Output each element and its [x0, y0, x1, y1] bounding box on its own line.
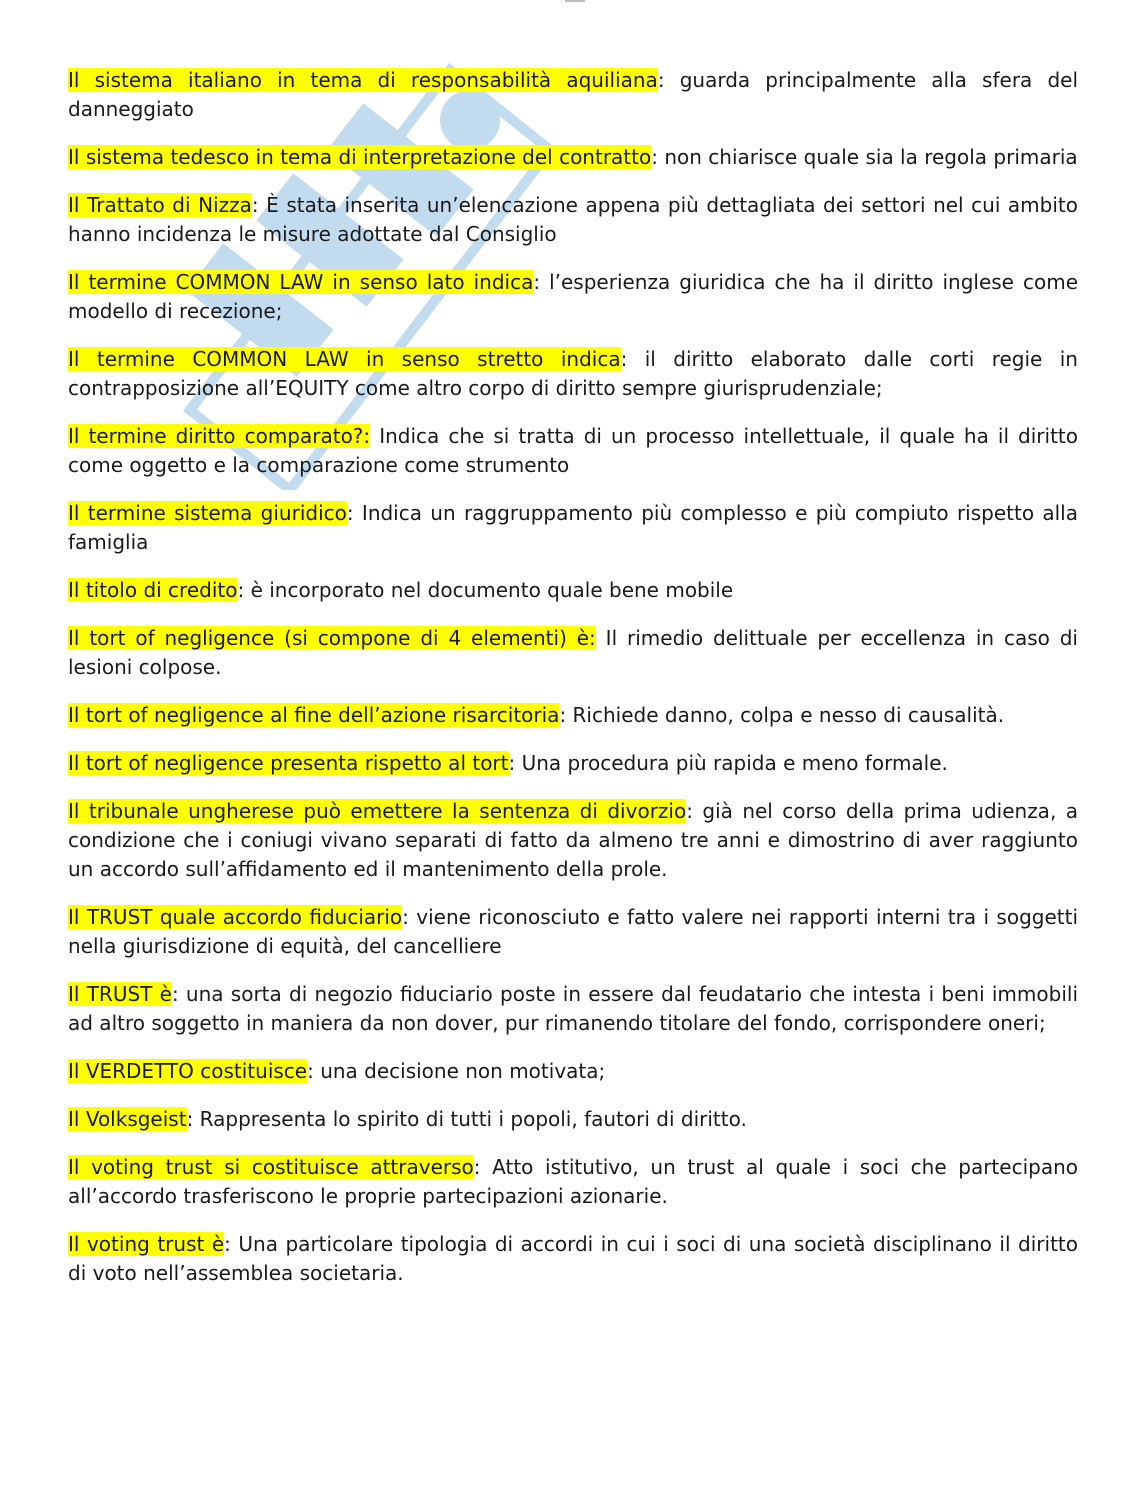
glossary-entry: [68, 980, 1078, 1038]
highlighted-term: Il termine COMMON LAW in senso lato indica: [68, 270, 534, 294]
glossary-entry: [68, 1057, 1078, 1086]
glossary-entry: [68, 1153, 1078, 1211]
glossary-entry: [68, 624, 1078, 682]
highlighted-term: Il sistema italiano in tema di responsabilità aquiliana: [68, 68, 658, 92]
highlighted-term: Il termine COMMON LAW in senso stretto indica: [68, 347, 621, 371]
term-definition: Indica che si tratta di un processo intellettuale, il quale ha il diritto come oggetto e la comparazione come strumento: [68, 424, 1078, 477]
term-definition: : non chiarisce quale sia la regola primaria: [651, 145, 1078, 169]
glossary-entry: [68, 1230, 1078, 1288]
highlighted-term: Il tort of negligence presenta rispetto al tort: [68, 751, 509, 775]
term-definition: : Una procedura più rapida e meno formale.: [508, 751, 948, 775]
term-definition: : Una particolare tipologia di accordi in cui i soci di una società disciplinano il diritto di voto nell’assemblea societaria.: [68, 1232, 1078, 1285]
highlighted-term: Il Trattato di Nizza: [68, 193, 252, 217]
term-definition: : viene riconosciuto e fatto valere nei rapporti interni tra i soggetti nella giurisdizione di equità, del cancelliere: [68, 905, 1079, 958]
highlighted-term: Il voting trust si costituisce attraverso: [68, 1155, 474, 1179]
highlighted-term: Il voting trust è: [68, 1232, 225, 1256]
glossary-entry: [68, 66, 1078, 124]
document-body: [68, 66, 1078, 1307]
highlighted-term: Il tribunale ungherese può emettere la sentenza di divorzio: [68, 799, 687, 823]
term-definition: : Rappresenta lo spirito di tutti i popoli, fautori di diritto.: [186, 1107, 747, 1131]
term-definition: Il rimedio delittuale per eccellenza in caso di lesioni colpose.: [68, 626, 1078, 679]
glossary-entry: [68, 749, 1078, 778]
page-top-mark: [565, 0, 585, 2]
glossary-entry: [68, 268, 1078, 326]
highlighted-term: Il TRUST quale accordo fiduciario: [68, 905, 403, 929]
highlighted-term: Il sistema tedesco in tema di interpretazione del contratto: [68, 145, 652, 169]
term-definition: : l’esperienza giuridica che ha il diritto inglese come modello di recezione;: [68, 270, 1079, 323]
term-definition: : È stata inserita un’elencazione appena più dettagliata dei settori nel cui ambito hanno incidenza le misure adottate dal Consiglio: [68, 193, 1078, 246]
term-definition: : guarda principalmente alla sfera del danneggiato: [68, 68, 1079, 121]
highlighted-term: Il termine diritto comparato?:: [68, 424, 371, 448]
highlighted-term: Il tort of negligence al fine dell’azione risarcitoria: [68, 703, 560, 727]
term-definition: : il diritto elaborato dalle corti regie in contrapposizione all’EQUITY come altro corpo di diritto sempre giurisprudenziale;: [68, 347, 1078, 400]
highlighted-term: Il TRUST è: [68, 982, 172, 1006]
highlighted-term: Il Volksgeist: [68, 1107, 187, 1131]
glossary-entry: [68, 1105, 1078, 1134]
term-definition: : già nel corso della prima udienza, a condizione che i coniugi vivano separati di fatto da almeno tre anni e dimostrino di aver raggiunto un accordo sull’affidamento ed il mantenimento della prole.: [68, 799, 1078, 881]
glossary-entry: [68, 701, 1078, 730]
highlighted-term: Il titolo di credito: [68, 578, 238, 602]
term-definition: : una sorta di negozio fiduciario poste in essere dal feudatario che intesta i beni immobili ad altro soggetto in maniera da non dover, pur rimanendo titolare del fondo, corrispondere oneri;: [68, 982, 1078, 1035]
term-definition: : Indica un raggruppamento più complesso e più compiuto rispetto alla famiglia: [68, 501, 1078, 554]
glossary-entry: [68, 903, 1078, 961]
glossary-entry: [68, 191, 1078, 249]
highlighted-term: Il termine sistema giuridico: [68, 501, 347, 525]
glossary-entry: [68, 576, 1078, 605]
glossary-entry: [68, 499, 1078, 557]
glossary-entry: [68, 143, 1078, 172]
term-definition: : Richiede danno, colpa e nesso di causalità.: [559, 703, 1005, 727]
highlighted-term: Il VERDETTO costituisce: [68, 1059, 308, 1083]
glossary-entry: [68, 345, 1078, 403]
glossary-entry: [68, 422, 1078, 480]
term-definition: : è incorporato nel documento quale bene mobile: [237, 578, 734, 602]
highlighted-term: Il tort of negligence (si compone di 4 elementi) è:: [68, 626, 596, 650]
glossary-entry: [68, 797, 1078, 884]
term-definition: : una decisione non motivata;: [307, 1059, 606, 1083]
term-definition: : Atto istitutivo, un trust al quale i soci che partecipano all’accordo trasferiscono le proprie partecipazioni azionarie.: [68, 1155, 1078, 1208]
